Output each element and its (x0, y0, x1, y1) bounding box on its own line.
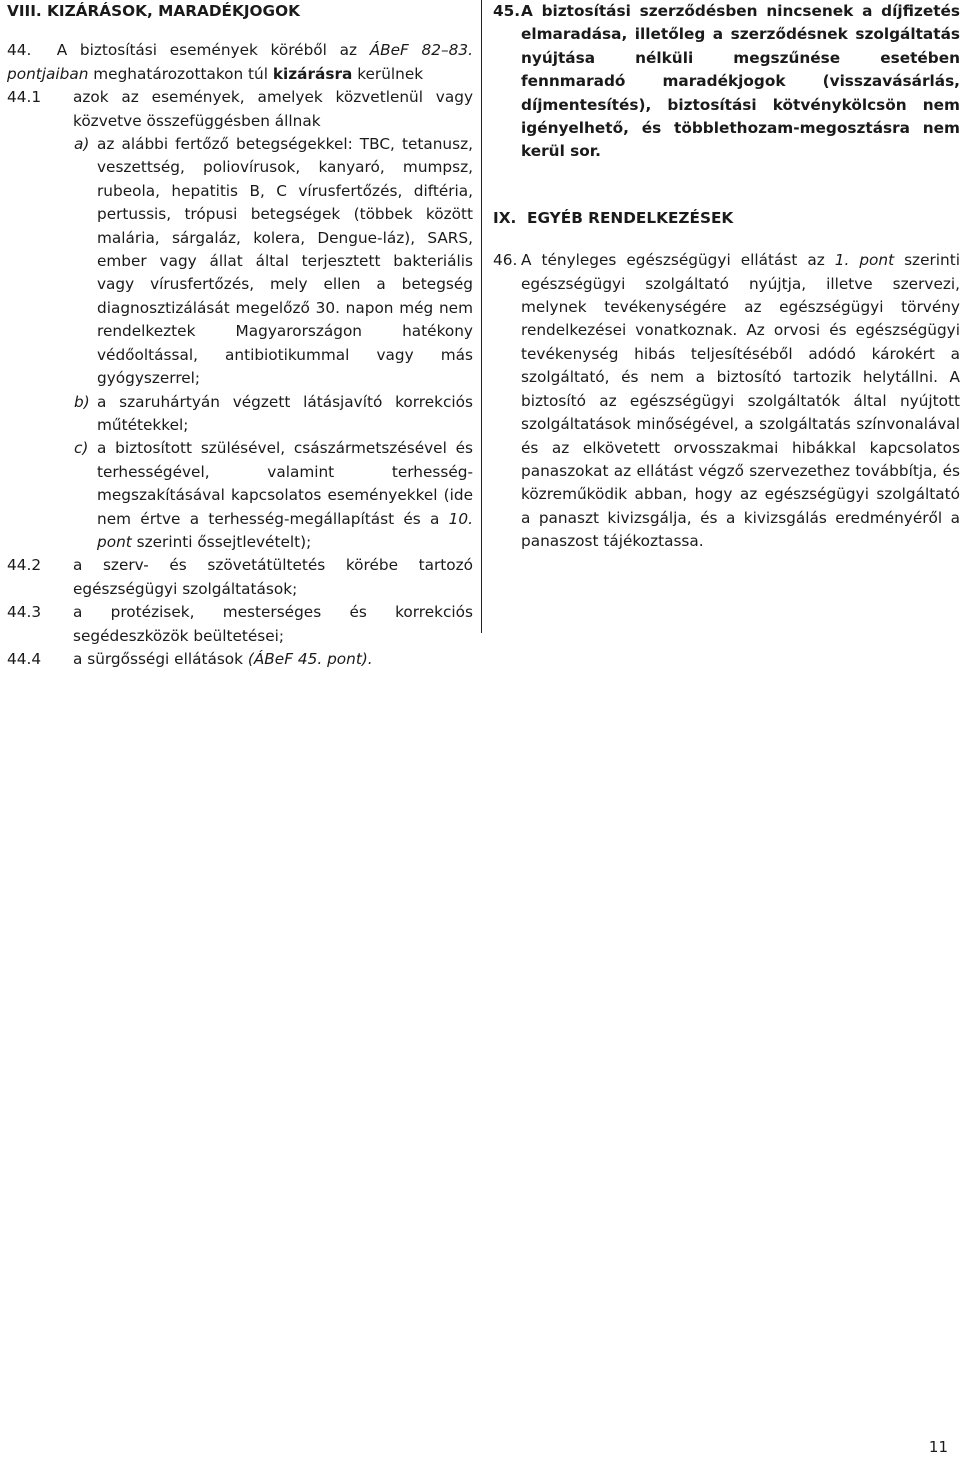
item-c-label: c) (74, 439, 89, 458)
paragraph-44-1 (7, 86, 473, 133)
paragraph-44-reference: ÁBeF 82–83. pontjaiban (7, 41, 473, 83)
paragraph-44-4-text: a sürgősségi ellátások (ÁBeF 45. pont). (73, 649, 373, 668)
page-number: 11 (928, 1438, 948, 1456)
section-heading-viii: VIII. KIZÁRÁSOK, MARADÉKJOGOK (7, 2, 300, 20)
paragraph-44-number: 44. (7, 41, 32, 60)
paragraph-44-4-number: 44.4 (7, 649, 42, 668)
item-c (7, 437, 473, 554)
section-ix-title: EGYÉB RENDELKEZÉSEK (527, 208, 734, 227)
left-column (7, 0, 473, 671)
paragraph-44-2 (7, 554, 473, 601)
paragraph-44-2-text: a szerv- és szövetátültetés körébe tartozó egészségügyi szolgáltatások; (73, 556, 473, 598)
item-a-label: a) (74, 135, 90, 154)
column-divider (481, 0, 482, 633)
right-column (493, 0, 960, 554)
item-b (7, 391, 473, 438)
paragraph-46-reference: 1. pont (834, 251, 895, 270)
paragraph-46-text: A tényleges egészségügyi ellátást az 1. pont szerinti egészségügyi szolgáltató nyújtja, illetve szervezi, melynek tevékenységére az egészségügyi törvény rendelkezései vonatkoznak. Az orvosi és egészségügyi tevékenység hibás teljesítéséből adódó károkért a szolgáltató, és nem a biztosító tartozik helytállni. A biztosító az egészségügyi szolgáltatók által nyújtott szolgáltatások minőségével, a szolgáltatás színvonalával és az elkövetett orvosszakmai hibákkal kapcsolatos panaszokat az ellátást végző szervezethez továbbítja, és közreműködik abban, hogy az egészségügyi szolgáltató a panaszt kivizsgálja, és a kivizsgálás eredményéről a panaszost tájékoztassa. (521, 251, 960, 551)
paragraph-44-3-number: 44.3 (7, 603, 42, 622)
section-heading-ix (493, 207, 960, 230)
paragraph-44-1-text: azok az események, amelyek közvetlenül vagy közvetve összefüggésben állnak (73, 88, 473, 130)
paragraph-45 (493, 0, 960, 164)
paragraph-44-4-reference: (ÁBeF 45. pont). (247, 649, 373, 668)
item-c-text: a biztosított szülésével, császármetszésével és terhességével, valamint terhesség-megszakításával kapcsolatos eseményekkel (ide nem értve a terhesség-megállapítást és a 10. pont szerinti őssejtlevételt); (97, 439, 473, 551)
item-b-text: a szaruhártyán végzett látásjavító korrekciós műtétekkel; (97, 392, 473, 434)
item-a-text: az alábbi fertőző betegségekkel: TBC, tetanusz, veszettség, poliovírusok, kanyaró, mumpsz, rubeola, hepatitis B, C vírusfertőzés, diftéria, pertussis, trópusi betegségek (többek között malária, sárgaláz, kolera, Dengue-láz), SARS, ember vagy állat által terjesztett bakteriális vagy vírusfertőzés, mely ellen a betegség diagnosztizálását megelőző 30. napon még nem rendelkeztek Magyarországon hatékony védőoltással, antibiotikummal vagy más gyógyszerrel; (97, 135, 473, 388)
paragraph-44: 44. A biztosítási események köréből az ÁBeF 82–83. pontjaiban meghatározottakon túl kizárásra kerülnek (7, 41, 473, 83)
paragraph-44-3 (7, 601, 473, 648)
paragraph-44-text: A biztosítási események köréből az (56, 41, 370, 60)
paragraph-45-number: 45. (493, 2, 521, 20)
paragraph-44-4 (7, 648, 473, 671)
item-a (7, 133, 473, 390)
paragraph-44-3-text: a protézisek, mesterséges és korrekciós segédeszközök beültetései; (73, 603, 473, 645)
paragraph-46-number: 46. (493, 251, 518, 270)
section-ix-number: IX. (493, 208, 517, 227)
item-c-reference: 10. pont (97, 509, 473, 551)
paragraph-46 (493, 249, 960, 553)
paragraph-44-bold: kizárásra (272, 64, 353, 83)
paragraph-45-text: A biztosítási szerződésben nincsenek a díjfizetés elmaradása, illetőleg a szerződésnek szolgáltatás nyújtása nélküli megszűnése esetében fennmaradó maradékjogok (visszavásárlás, díjmentesítés), biztosítási kötvénykölcsön nem igényelhető, és többlethozam-megosztásra nem kerül sor. (521, 2, 960, 161)
paragraph-44-1-number: 44.1 (7, 88, 42, 107)
item-b-label: b) (74, 392, 90, 411)
paragraph-44-2-number: 44.2 (7, 556, 42, 575)
